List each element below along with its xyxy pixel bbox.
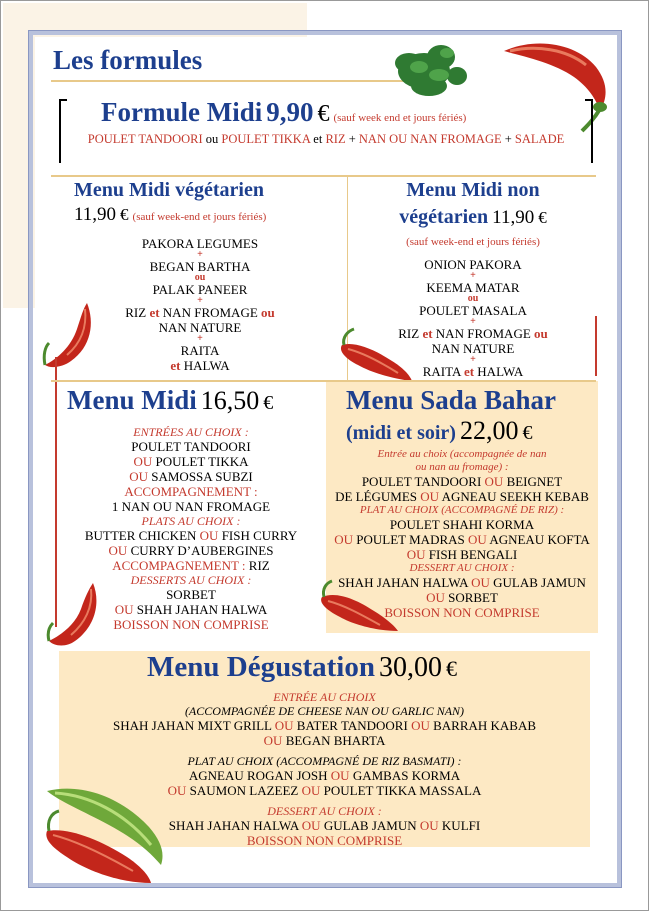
composition-part: POULET TANDOORI [87, 132, 206, 146]
menu-item-part: SORBET [448, 590, 498, 605]
menu-item-part: et [463, 364, 478, 379]
menu-item-line [69, 358, 331, 373]
veg-menu-items [69, 236, 331, 373]
degustation-heading [147, 651, 457, 684]
menu-item-part: OU [263, 733, 286, 748]
menu-item-line: POULET SHAHI KORMA [389, 517, 535, 532]
composition-part: SALADE [514, 132, 565, 146]
section-label: Entrée au choix (accompagnée de nan [377, 448, 547, 460]
composition-part: + [348, 132, 359, 146]
chili-pepper-icon [37, 809, 155, 889]
nonveg-title-row [353, 206, 593, 229]
section-label: DESSERTS AU CHOIX : [130, 573, 252, 587]
menu-item-part: POULET TIKKA MASSALA [323, 783, 482, 798]
page-title: Les formules [53, 45, 203, 75]
composition-part: NAN OU NAN FROMAGE [358, 132, 505, 146]
menu-item-part: FISH CURRY [221, 528, 298, 543]
sada-bahar-price: 22,00 [459, 416, 519, 445]
composition-part: + [504, 132, 515, 146]
menu-item-part: OU [426, 590, 449, 605]
menu-item-part: BATER TANDOORI [296, 718, 412, 733]
menu-item-line: 1 NAN OU NAN FROMAGE [111, 499, 271, 514]
nonveg-note: (sauf week-end et jours fériés) [406, 236, 540, 248]
formule-midi-currency: € [317, 101, 330, 127]
degustation-title: Menu Dégustation [147, 651, 375, 683]
composition-part: ou [205, 132, 222, 146]
menu-item-part: AGNEAU SEEKH KEBAB [441, 489, 589, 504]
menu-item-line: NAN NATURE [158, 320, 242, 335]
nonveg-menu-title: Menu Midi non [406, 179, 540, 201]
menu-item-part: BEIGNET [506, 474, 563, 489]
menu-item-line: ONION PAKORA [424, 257, 522, 272]
chili-pepper-icon [496, 37, 621, 133]
section-label: ENTRÉE AU CHOIX [273, 690, 376, 704]
menu-item-part: OU [330, 768, 353, 783]
menu-item-part: SHAH JAHAN MIXT GRILL [112, 718, 275, 733]
menu-item-part: GAMBAS KORMA [352, 768, 461, 783]
menu-item-line [63, 454, 319, 469]
sada-bahar-title: Menu Sada Bahar [346, 385, 557, 415]
menu-item-part: HALWA [183, 358, 230, 373]
menu-item-line: RAITA [180, 343, 220, 358]
section-label: BOISSON NON COMPRISE [246, 833, 403, 848]
menu-item-part: et [170, 358, 184, 373]
menu-item-line [59, 718, 590, 733]
composition-part: POULET TIKKA [221, 132, 314, 146]
nonveg-menu-title-2: végétarien [399, 206, 489, 228]
chili-pepper-icon [41, 299, 99, 371]
separator: + [470, 354, 476, 365]
sada-bahar-subtitle: (midi et soir) [346, 422, 456, 444]
menu-item-part: OU [334, 532, 357, 547]
menu-item-part: OU [406, 547, 429, 562]
menu-item-line [326, 547, 598, 562]
menu-item-part: OU [199, 528, 222, 543]
menu-item-line: POULET MASALA [419, 303, 527, 318]
menu-item-part: OU [133, 454, 156, 469]
menu-item-line: PAKORA LEGUMES [141, 236, 259, 251]
section-label: BOISSON NON COMPRISE [113, 617, 269, 632]
menu-item-part: ou [534, 326, 548, 341]
formule-midi-title: Formule Midi [101, 97, 263, 127]
menu-item-part: OU [471, 575, 494, 590]
formule-midi-note: (sauf week end et jours fériés) [333, 112, 467, 124]
menu-item-line [69, 305, 331, 320]
menu-item-part: RIZ [245, 558, 270, 573]
section-label: DESSERT AU CHOIX : [409, 562, 515, 574]
separator: + [197, 333, 203, 344]
menu-item-line: NAN NATURE [431, 341, 515, 356]
menu-item-part: OU [114, 602, 137, 617]
separator: + [197, 295, 203, 306]
chili-pepper-icon [314, 579, 400, 635]
menu-item-line [326, 474, 598, 489]
menu-item-part: ACCOMPAGNEMENT : [112, 558, 246, 573]
nonveg-currency: € [538, 208, 547, 227]
veg-currency: € [120, 205, 129, 224]
menu-item-part: SHAH JAHAN HALWA [338, 575, 472, 590]
menu-item-part: SHAH JAHAN HALWA [168, 818, 302, 833]
menu-item-line: SORBET [166, 587, 216, 602]
menu-item-part: RIZ [398, 326, 423, 341]
menu-item-part: KULFI [441, 818, 481, 833]
menu-item-part: OU [468, 532, 490, 547]
menu-item-part: HALWA [477, 364, 524, 379]
degustation-currency: € [445, 656, 457, 681]
menu-item-part: BARRAH KABAB [433, 718, 537, 733]
menu-item-part: OU [301, 783, 324, 798]
menu-item-part: GULAB JAMUN [493, 575, 586, 590]
menu-item-line [63, 558, 319, 573]
menu-item-line [63, 543, 319, 558]
section-label: BOISSON NON COMPRISE [384, 605, 540, 620]
menu-item-part: POULET TANDOORI [361, 474, 485, 489]
rail-right [589, 316, 597, 376]
menu-item-part: POULET MADRAS [356, 532, 468, 547]
title-underline [51, 80, 411, 82]
bracket-left [59, 99, 67, 163]
section-label: PLAT AU CHOIX (ACCOMPAGNÉ DE RIZ) : [359, 504, 565, 516]
menu-item-line [326, 532, 598, 547]
section-label: (ACCOMPAGNÉE DE CHEESE NAN OU GARLIC NAN) [184, 704, 465, 718]
section-label: PLAT AU CHOIX (ACCOMPAGNÉ DE RIZ BASMATI) : [187, 754, 462, 768]
menu-item-part: OU [411, 718, 434, 733]
menu-item-part: OU [274, 718, 297, 733]
menu-item-part: et [149, 305, 163, 320]
separator: ou [467, 293, 479, 304]
menu-item-part: ou [261, 305, 275, 320]
menu-item-line [63, 528, 319, 543]
section-divider [51, 380, 596, 382]
formule-midi-heading [101, 97, 466, 128]
degustation-price: 30,00 [378, 652, 442, 683]
nonveg-price: 11,90 [492, 207, 535, 228]
menu-item-part: OU [167, 783, 190, 798]
section-label: ACCOMPAGNEMENT : [124, 484, 258, 499]
veg-price: 11,90 [74, 204, 117, 225]
separator: + [197, 249, 203, 260]
menu-item-line: BEGAN BARTHA [149, 259, 251, 274]
menu-item-part: FISH BENGALI [428, 547, 518, 562]
menu-item-part: OU [419, 818, 442, 833]
menu-item-part: DE LÉGUMES [335, 489, 421, 504]
composition-part: RIZ [325, 132, 349, 146]
menu-item-part: OU [108, 543, 131, 558]
menu-item-part: OU [484, 474, 507, 489]
menu-midi-title: Menu Midi [67, 385, 197, 415]
menu-item-part: SHAH JAHAN HALWA [136, 602, 268, 617]
section-label: ou nan au fromage) : [415, 461, 509, 473]
menu-midi-price: 16,50 [200, 386, 260, 415]
menu-midi-heading [67, 385, 273, 416]
menu-item-line: KEEMA MATAR [426, 280, 520, 295]
menu-item-part: AGNEAU ROGAN JOSH [188, 768, 331, 783]
veg-price-row [74, 204, 266, 226]
menu-item-part: SAUMON LAZEEZ [189, 783, 302, 798]
sada-bahar-sub-row [346, 416, 532, 446]
separator: + [470, 316, 476, 327]
sada-bahar-currency: € [522, 422, 533, 444]
menu-item-line [59, 733, 590, 748]
menu-item-part: RIZ [125, 305, 150, 320]
bracket-right [585, 99, 593, 163]
menu-item-part: OU [420, 489, 442, 504]
menu-item-part: SAMOSSA SUBZI [151, 469, 253, 484]
menu-item-part: OU [129, 469, 152, 484]
veg-menu-title: Menu Midi végétarien [74, 179, 264, 201]
chili-pepper-icon [334, 327, 414, 383]
herb-garnish-icon [379, 31, 479, 103]
separator: ou [194, 272, 206, 283]
menu-item-part: AGNEAU KOFTA [489, 532, 590, 547]
menu-item-part: OU [301, 818, 324, 833]
menu-item-part: NAN FROMAGE [162, 305, 262, 320]
composition-part: et [313, 132, 326, 146]
chili-pepper-icon [45, 579, 103, 649]
menu-item-part: RAITA [422, 364, 464, 379]
formule-midi-composition [51, 132, 601, 147]
section-divider [51, 175, 596, 177]
section-label: DESSERT AU CHOIX : [267, 804, 382, 818]
menu-midi-currency: € [263, 392, 274, 414]
menu-item-line: PALAK PANEER [152, 282, 248, 297]
menu-item-part: CURRY D’AUBERGINES [130, 543, 274, 558]
menu-item-part: GULAB JAMUN [323, 818, 420, 833]
menu-item-line: POULET TANDOORI [131, 439, 251, 454]
section-label: ENTRÉES AU CHOIX : [133, 425, 249, 439]
section-label: PLATS AU CHOIX : [141, 514, 241, 528]
veg-note: (sauf week-end et jours fériés) [132, 211, 267, 223]
menu-item-line [63, 469, 319, 484]
menu-item-part: et [422, 326, 436, 341]
menu-item-part: BUTTER CHICKEN [84, 528, 200, 543]
menu-item-part: NAN FROMAGE [435, 326, 535, 341]
separator: + [470, 270, 476, 281]
menu-item-line [326, 489, 598, 504]
menu-item-part: POULET TIKKA [155, 454, 249, 469]
formule-midi-price: 9,90 [266, 97, 314, 127]
menu-item-part: BEGAN BHARTA [285, 733, 386, 748]
